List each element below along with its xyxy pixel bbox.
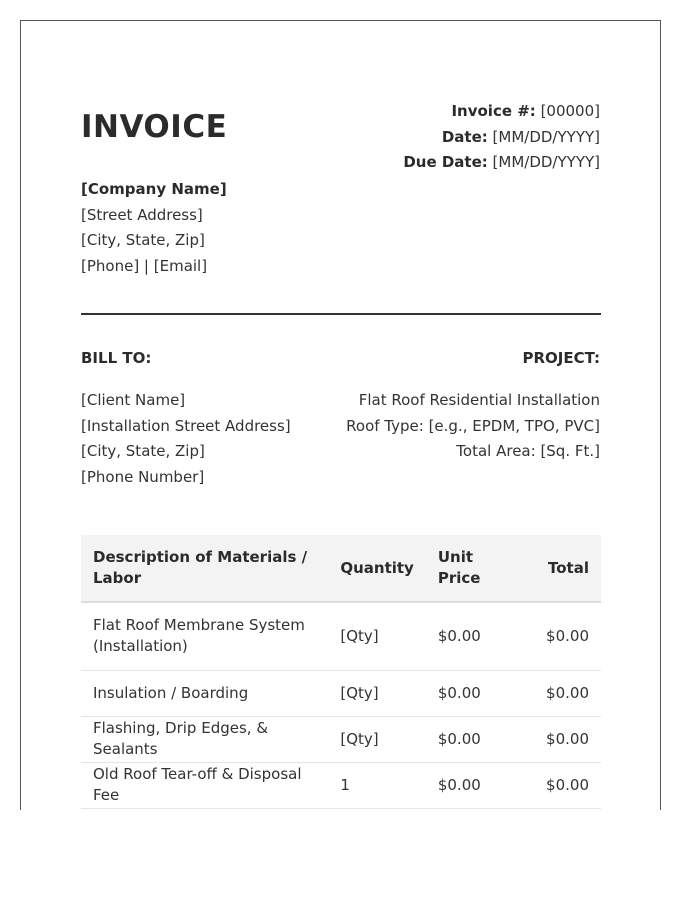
row-unit-price: $0.00 (426, 716, 516, 762)
invoice-date-line (403, 125, 600, 151)
invoice-number-value: [00000] (540, 102, 600, 120)
row-description: Flat Roof Membrane System (Installation) (81, 602, 328, 670)
company-contact: [Phone] | [Email] (81, 256, 208, 275)
header-quantity: Quantity (328, 535, 426, 602)
invoice-title: INVOICE (81, 109, 228, 145)
invoice-date-value: [MM/DD/YYYY] (492, 127, 600, 146)
table-header-row (81, 535, 601, 602)
total-area: Total Area: [Sq. Ft.] (456, 442, 600, 460)
company-street: [Street Address] (81, 205, 203, 224)
table-row (81, 762, 601, 808)
row-description: Flashing, Drip Edges, & Sealants (81, 716, 328, 762)
client-phone: [Phone Number] (81, 467, 205, 486)
due-date-line (403, 150, 600, 176)
project-heading: PROJECT: (522, 349, 600, 367)
bill-to-heading: BILL TO: (81, 349, 152, 367)
header-unit-price: Unit Price (426, 535, 516, 602)
row-total: $0.00 (516, 716, 601, 762)
invoice-date-label: Date: (441, 127, 488, 146)
client-name: [Client Name] (81, 391, 186, 409)
row-total: $0.00 (516, 602, 601, 670)
header-total: Total (516, 535, 601, 602)
row-quantity: 1 (328, 762, 426, 808)
header-description: Description of Materials / Labor (81, 535, 328, 602)
row-total: $0.00 (516, 762, 601, 808)
row-unit-price: $0.00 (426, 670, 516, 716)
invoice-meta (403, 99, 600, 176)
row-unit-price: $0.00 (426, 762, 516, 808)
project-name: Flat Roof Residential Installation (358, 391, 600, 409)
due-date-value: [MM/DD/YYYY] (492, 153, 600, 171)
project-block (346, 388, 600, 465)
invoice-number-line (403, 99, 600, 125)
row-quantity: [Qty] (328, 602, 426, 670)
company-block (81, 177, 227, 279)
table-row (81, 716, 601, 762)
row-unit-price: $0.00 (426, 602, 516, 670)
bill-to-block (81, 388, 291, 490)
section-divider (81, 313, 601, 315)
client-city: [City, State, Zip] (81, 442, 205, 460)
roof-type: Roof Type: [e.g., EPDM, TPO, PVC] (346, 416, 600, 435)
row-quantity: [Qty] (328, 716, 426, 762)
invoice-page (20, 20, 661, 810)
company-name: [Company Name] (81, 180, 227, 198)
row-description: Insulation / Boarding (81, 670, 328, 716)
row-quantity: [Qty] (328, 670, 426, 716)
due-date-label: Due Date: (403, 153, 488, 171)
row-total: $0.00 (516, 670, 601, 716)
row-description: Old Roof Tear-off & Disposal Fee (81, 762, 328, 808)
client-street: [Installation Street Address] (81, 416, 291, 435)
table-row (81, 670, 601, 716)
invoice-number-label: Invoice #: (451, 102, 536, 120)
company-city: [City, State, Zip] (81, 231, 205, 249)
line-items-table (81, 535, 601, 809)
table-row (81, 602, 601, 670)
